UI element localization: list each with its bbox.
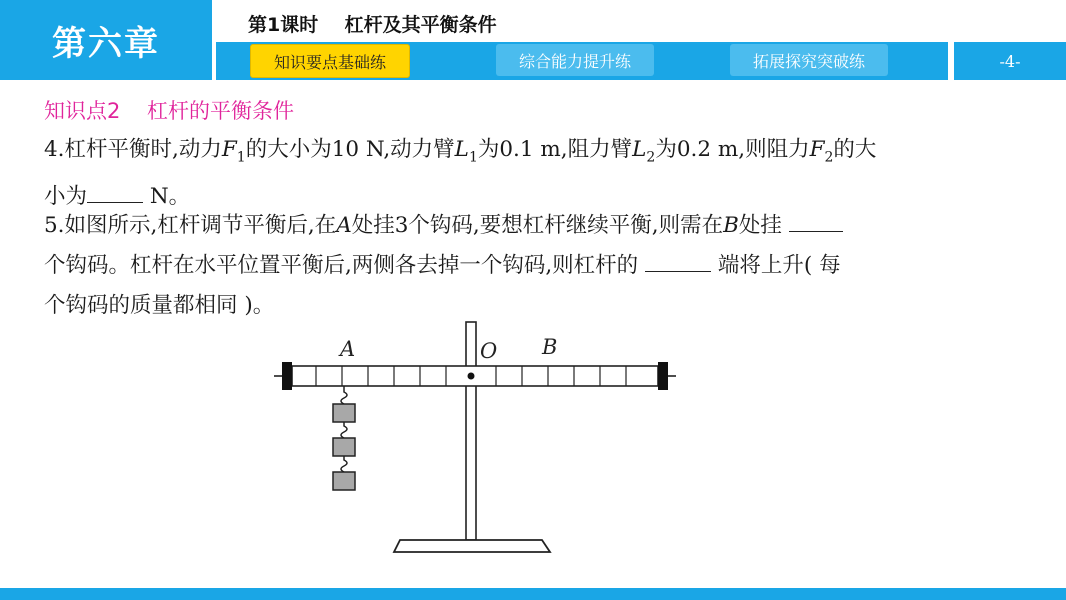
stand-pole xyxy=(466,322,476,540)
q5-text: 个钩码的质量都相同 )。 xyxy=(44,293,275,318)
weight xyxy=(333,472,355,490)
answer-blank[interactable] xyxy=(87,182,143,203)
bottom-bar xyxy=(0,588,1066,600)
q4-text: 小为 xyxy=(44,184,88,210)
q4-var: L xyxy=(632,137,647,162)
q4-sub: 1 xyxy=(468,149,478,166)
q4-text: 为0.2 m,则阻力 xyxy=(655,137,810,162)
q5-var: B xyxy=(723,213,739,238)
answer-blank[interactable] xyxy=(645,251,711,272)
weight xyxy=(333,438,355,456)
tab-basic-practice[interactable]: 知识要点基础练 xyxy=(250,44,410,78)
q4-text: N。 xyxy=(143,184,191,210)
right-balance-nut xyxy=(658,362,668,390)
q4-text: 4.杠杆平衡时,动力 xyxy=(44,137,222,162)
question-4 xyxy=(44,130,876,217)
q4-text: 的大小为10 N,动力臂 xyxy=(245,137,455,162)
page-number: -4- xyxy=(954,42,1066,80)
chapter-title: 第六章 xyxy=(0,0,212,80)
tab-exploration-practice[interactable]: 拓展探究突破练 xyxy=(730,44,888,76)
lesson-title: 第1课时 杠杆及其平衡条件 xyxy=(248,14,497,36)
pivot-point xyxy=(468,373,475,380)
question-5 xyxy=(44,206,843,326)
q5-text: 个钩码。杠杆在水平位置平衡后,两侧各去掉一个钩码,则杠杆的 xyxy=(44,253,646,278)
q4-sub: 2 xyxy=(646,149,656,166)
q4-var: F xyxy=(809,137,825,162)
weight xyxy=(333,404,355,422)
q4-sub: 2 xyxy=(824,149,834,166)
answer-blank[interactable] xyxy=(789,211,843,232)
q4-var: F xyxy=(221,137,237,162)
label-b: B xyxy=(542,335,558,359)
q5-text: 端将上升( 每 xyxy=(711,253,841,278)
label-a: A xyxy=(340,337,356,361)
stand-base xyxy=(394,540,550,552)
lever-diagram xyxy=(270,318,680,558)
lever-bar xyxy=(292,366,658,386)
q4-text: 为0.1 m,阻力臂 xyxy=(477,137,633,162)
q4-sub: 1 xyxy=(236,149,246,166)
q5-var: A xyxy=(336,213,352,238)
tab-comprehensive-practice[interactable]: 综合能力提升练 xyxy=(496,44,654,76)
q4-var: L xyxy=(454,137,469,162)
label-o: O xyxy=(480,339,498,363)
q5-text: 处挂 xyxy=(738,213,789,238)
hook-chain xyxy=(341,386,347,472)
q5-text: 5.如图所示,杠杆调节平衡后,在 xyxy=(44,213,337,238)
knowledge-point-heading: 知识点2 杠杆的平衡条件 xyxy=(44,99,295,123)
q4-text: 的大 xyxy=(833,137,877,162)
q5-text: 处挂3个钩码,要想杠杆继续平衡,则需在 xyxy=(351,213,724,238)
left-balance-nut xyxy=(282,362,292,390)
